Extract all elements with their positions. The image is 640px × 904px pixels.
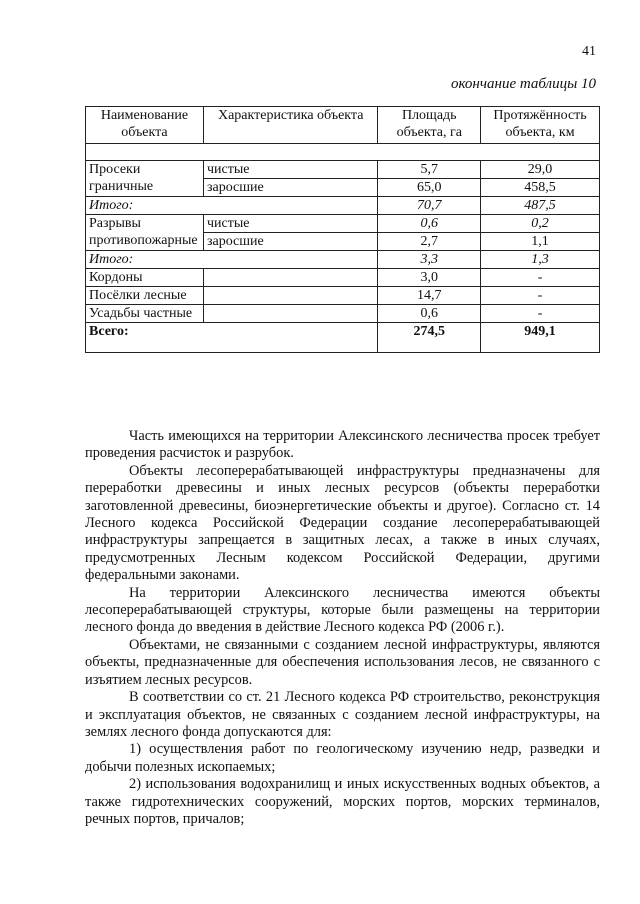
- body-text: [85, 428, 600, 828]
- cell-length: 458,5: [481, 179, 600, 197]
- paragraph: Объекты лесоперерабатывающей инфраструктуры предназначены для переработки древесины и иных лесных ресурсов (объекты переработки заготовленной древесины, биоэнергетические объекты и другое). Согласно ст. 14 Лесного кодекса Российской Федерации создание лесоперерабатывающей инфраструктуры запрещается в защитных лесах, а также в иных случаях, предусмотренных Лесным кодексом Российской Федерации, другими федеральными законами.: [85, 462, 600, 584]
- cell-area: 5,7: [378, 161, 481, 179]
- cell-length: 1,3: [481, 251, 600, 269]
- paragraph: Объектами, не связанными с созданием лесной инфраструктуры, являются объекты, предназначенные для обеспечения использования лесов, не связанного с изъятием лесных ресурсов.: [85, 636, 600, 688]
- table-row: [86, 197, 600, 215]
- table-caption: окончание таблицы 10: [450, 76, 596, 92]
- table-row: [86, 161, 600, 179]
- cell-area: 3,0: [378, 269, 481, 287]
- paragraph: Часть имеющихся на территории Алексинского лесничества просек требует проведения расчисток и разрубок.: [85, 428, 600, 462]
- table-spacer-row: [86, 144, 600, 161]
- table-row: [86, 251, 600, 269]
- cell-length: -: [481, 305, 600, 323]
- header-name: Наименование объекта: [86, 107, 204, 144]
- cell-area: 274,5: [378, 323, 481, 353]
- cell-length: 1,1: [481, 233, 600, 251]
- table-total-row: [86, 323, 600, 353]
- paragraph: В соответствии со ст. 21 Лесного кодекса РФ строительство, реконструкция и эксплуатация объектов, не связанных с созданием лесной инфраструктуры, на землях лесного фонда допускаются для:: [85, 689, 600, 740]
- paragraph: На территории Алексинского лесничества имеются объекты лесоперерабатывающей структуры, которые были размещены на территории лесного фонда до введения в действие Лесного кодекса РФ (2006 г.).: [85, 584, 600, 636]
- cell-kind: чистые: [203, 215, 377, 233]
- cell-name: Посёлки лесные: [86, 287, 204, 305]
- cell-area: 3,3: [378, 251, 481, 269]
- cell-area: 0,6: [378, 215, 481, 233]
- cell-itogo: Итого:: [86, 197, 378, 215]
- cell-name: Разрывы противопожарные: [86, 215, 204, 251]
- objects-table: [85, 106, 600, 353]
- cell-area: 2,7: [378, 233, 481, 251]
- table-row: [86, 269, 600, 287]
- cell-kind: заросшие: [203, 179, 377, 197]
- cell-area: 14,7: [378, 287, 481, 305]
- paragraph: 1) осуществления работ по геологическому изучению недр, разведки и добычи полезных ископаемых;: [85, 741, 600, 775]
- cell-length: 487,5: [481, 197, 600, 215]
- cell-length: 29,0: [481, 161, 600, 179]
- cell-length: 0,2: [481, 215, 600, 233]
- header-area: Площадь объекта, га: [378, 107, 481, 144]
- cell-length: -: [481, 269, 600, 287]
- paragraph: 2) использования водохранилищ и иных искусственных водных объектов, а также гидротехнических сооружений, морских портов, морских терминалов, речных портов, причалов;: [85, 776, 600, 827]
- table-row: [86, 305, 600, 323]
- cell-kind: заросшие: [203, 233, 377, 251]
- cell-area: 65,0: [378, 179, 481, 197]
- cell-vsego: Всего:: [86, 323, 378, 353]
- cell-area: 0,6: [378, 305, 481, 323]
- table-header-row: [86, 107, 600, 144]
- cell-name: Кордоны: [86, 269, 204, 287]
- table-row: [86, 287, 600, 305]
- cell-name: Усадьбы частные: [86, 305, 204, 323]
- cell-itogo: Итого:: [86, 251, 378, 269]
- cell-length: -: [481, 287, 600, 305]
- cell-area: 70,7: [378, 197, 481, 215]
- table-row: [86, 215, 600, 233]
- header-kind: Характеристика объекта: [203, 107, 377, 144]
- header-length: Протяжённость объекта, км: [481, 107, 600, 144]
- cell-length: 949,1: [481, 323, 600, 353]
- cell-name: Просеки граничные: [86, 161, 204, 197]
- cell-kind: чистые: [203, 161, 377, 179]
- page-number: 41: [582, 44, 596, 59]
